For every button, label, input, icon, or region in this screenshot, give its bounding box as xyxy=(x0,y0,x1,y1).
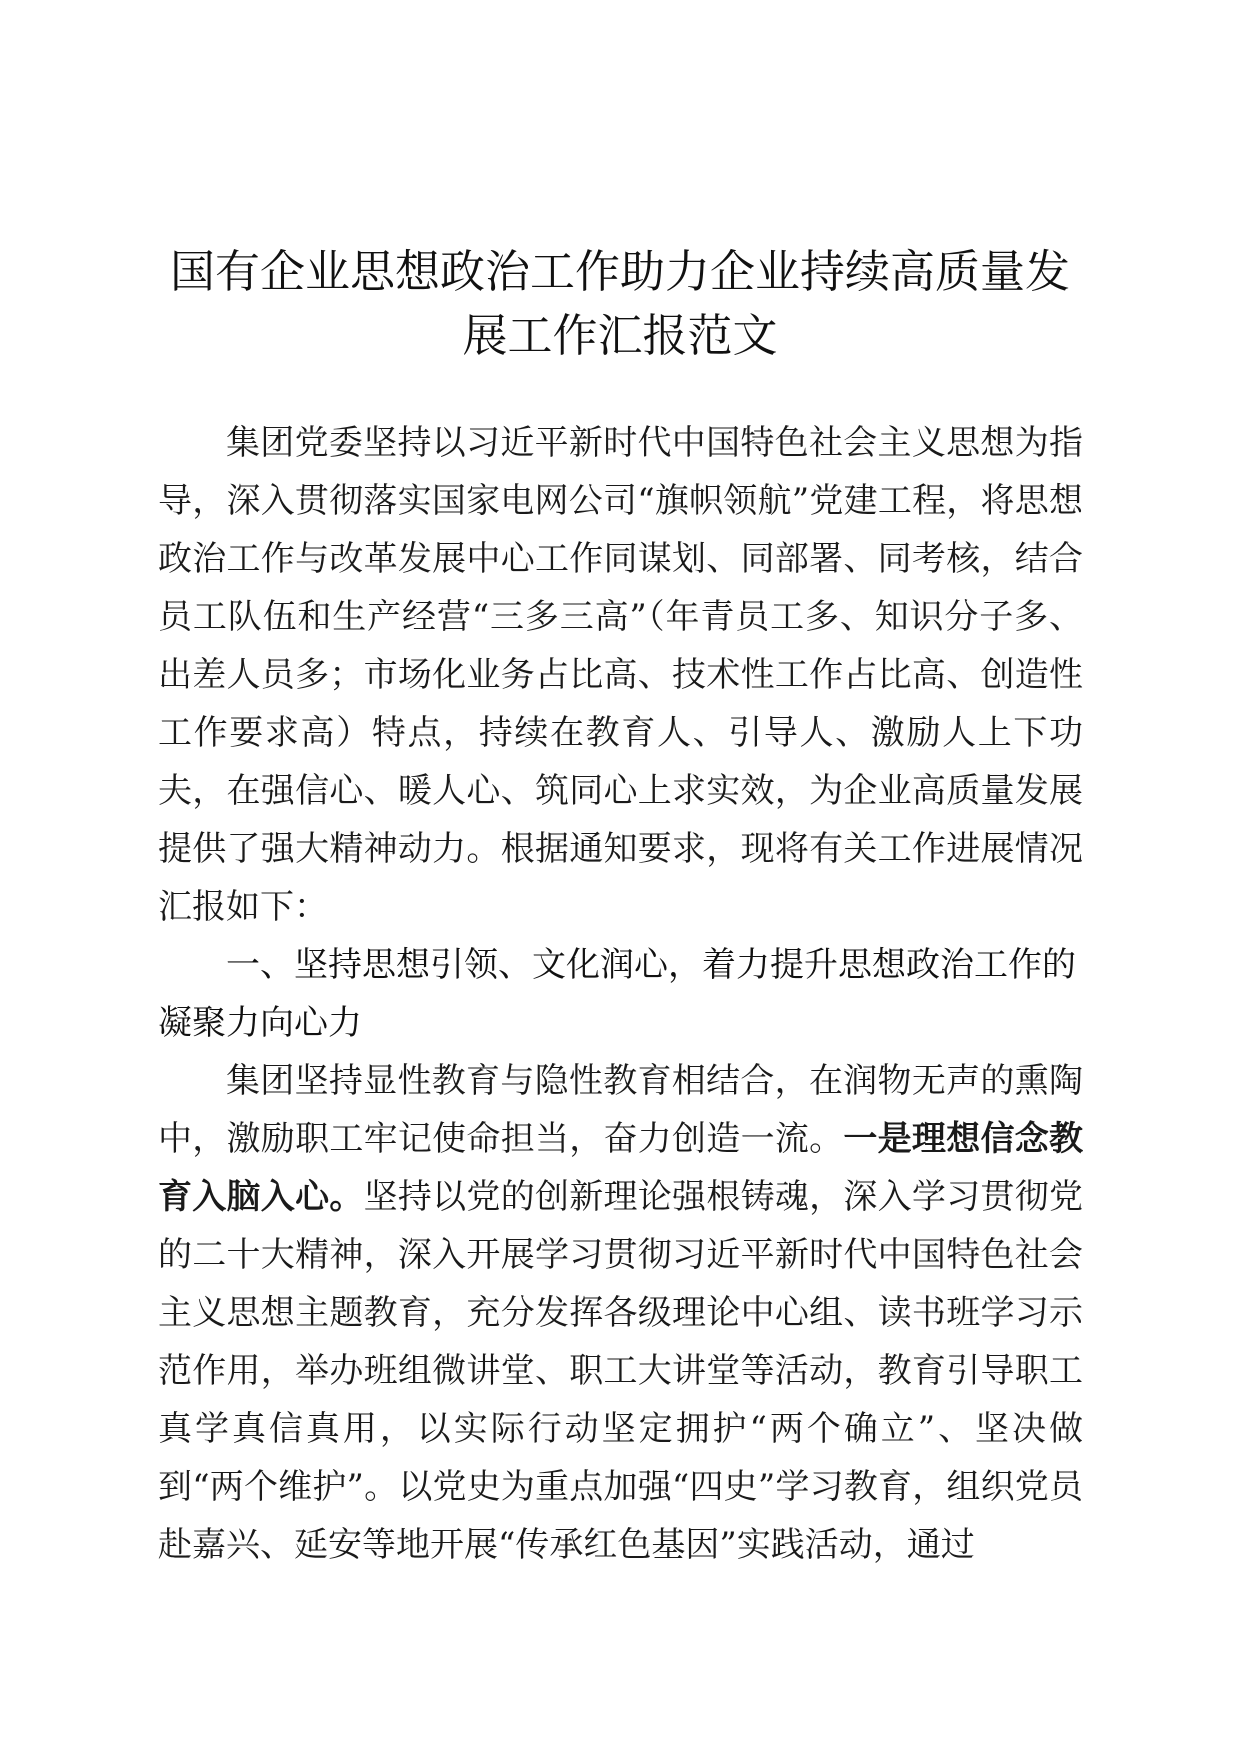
intro-paragraph: 集团党委坚持以习近平新时代中国特色社会主义思想为指导，深入贯彻落实国家电网公司“旗帜领航”党建工程，将思想政治工作与改革发展中心工作同谋划、同部署、同考核，结合员工队伍和生产经营“三多三高”（年青员工多、知识分子多、出差人员多；市场化业务占比高、技术性工作占比高、创造性工作要求高）特点，持续在教育人、引导人、激励人上下功夫，在强信心、暖人心、筑同心上求实效，为企业高质量发展提供了强大精神动力。根据通知要求，现将有关工作进展情况汇报如下： xyxy=(158,423,1083,927)
document-title: 国有企业思想政治工作助力企业持续高质量发展工作汇报范文 xyxy=(169,245,1070,362)
section-1-heading: 一、坚持思想引领、文化润心，着力提升思想政治工作的凝聚力向心力 xyxy=(158,945,1076,1043)
document-body xyxy=(158,414,1083,1574)
section-1-para-rest: 坚持以党的创新理论强根铸魂，深入学习贯彻党的二十大精神，深入开展学习贯彻习近平新时代中国特色社会主义思想主题教育，充分发挥各级理论中心组、读书班学习示范作用，举办班组微讲堂、职工大讲堂等活动，教育引导职工真学真信真用，以实际行动坚定拥护“两个确立”、坚决做到“两个维护”。以党史为重点加强“四史”学习教育，组织党员赴嘉兴、延安等地开展“传承红色基因”实践活动，通过 xyxy=(158,1177,1084,1565)
section-1-paragraph xyxy=(158,1052,1083,1574)
section-1-bold-lead: 一是理想信念教育入脑入心。 xyxy=(158,1119,1084,1217)
section-1-para-start: 集团坚持显性教育与隐性教育相结合，在润物无声的熏陶中，激励职工牢记使命担当，奋力创造一流。 xyxy=(158,1061,1083,1159)
